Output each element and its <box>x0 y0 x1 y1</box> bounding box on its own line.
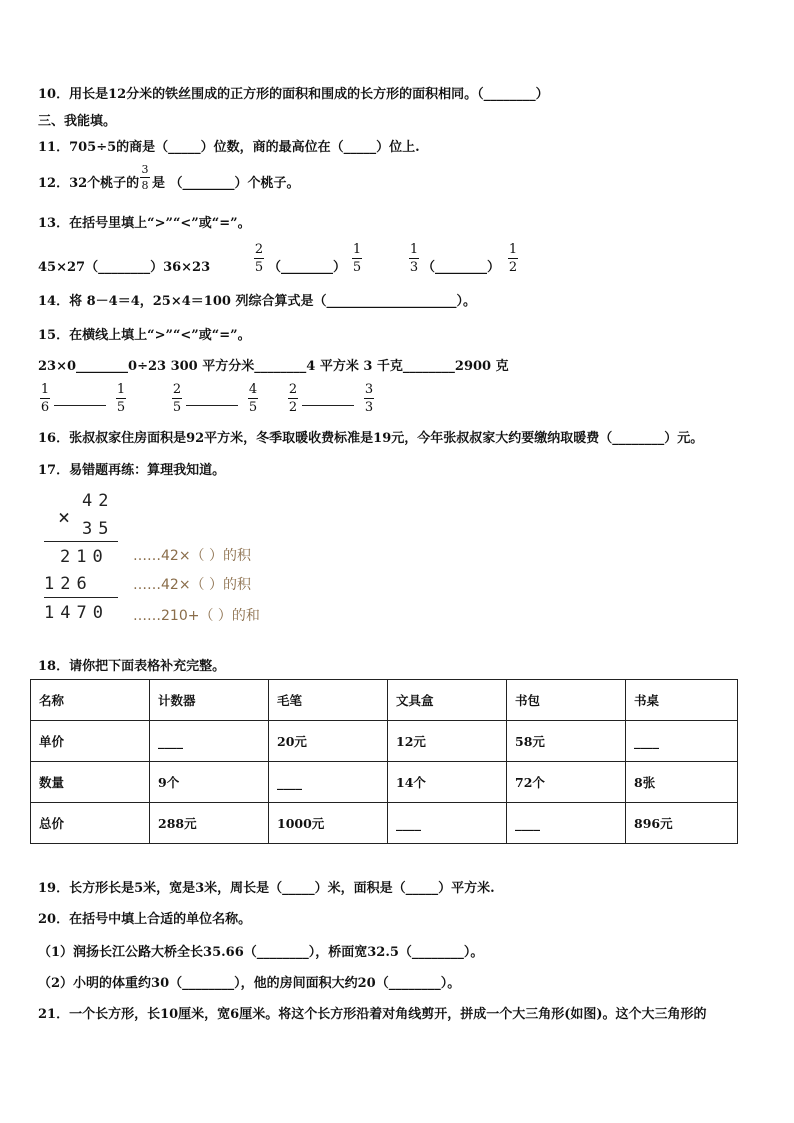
multiplicand: 42 <box>82 491 115 511</box>
numerator: 2 <box>172 382 182 397</box>
denominator: 3 <box>364 400 374 415</box>
numerator: 1 <box>352 242 362 257</box>
fraction <box>116 383 126 414</box>
fraction <box>364 383 374 414</box>
question-15-row1: 23×0________0÷23 300 平方分米________4 平方米 3 千克________2900 克 <box>38 359 509 374</box>
table-cell: 72个 <box>507 762 626 803</box>
table-cell: 8张 <box>626 762 738 803</box>
compare-blank: （________） <box>422 260 501 275</box>
question-19: 19．长方形长是5米，宽是3米，周长是（_____）米，面积是（_____）平方米. <box>38 881 495 896</box>
table-cell: ____ <box>150 721 269 762</box>
table-cell: 单价 <box>31 721 150 762</box>
table-row <box>31 762 738 803</box>
answer-line <box>54 405 106 406</box>
denominator: 5 <box>248 400 258 415</box>
numerator: 4 <box>248 382 258 397</box>
table-cell: 1000元 <box>269 803 388 844</box>
table-cell: 计数器 <box>150 680 269 721</box>
table-cell: 毛笔 <box>269 680 388 721</box>
final-product: 1470 <box>44 603 109 623</box>
divider <box>44 597 118 598</box>
fraction <box>40 383 50 414</box>
fraction <box>409 243 419 274</box>
table-cell: 总价 <box>31 803 150 844</box>
multiply-sign: × <box>58 505 77 529</box>
denominator: 5 <box>172 400 182 415</box>
question-11: 11．705÷5的商是（_____）位数，商的最高位在（_____）位上. <box>38 140 420 155</box>
question-13-expr: 45×27（________）36×23 <box>38 260 211 275</box>
note-line-2: ……42×（ ）的积 <box>133 577 251 593</box>
denominator: 2 <box>288 400 298 415</box>
table-cell: 14个 <box>388 762 507 803</box>
answer-line <box>302 405 354 406</box>
fraction <box>254 243 264 274</box>
denominator: 3 <box>409 260 419 275</box>
question-12-prefix: 12．32个桃子的 <box>38 176 140 191</box>
question-16: 16．张叔叔家住房面积是92平方米，冬季取暖收费标准是19元，今年张叔叔家大约要缴纳取暖费（________）元。 <box>38 431 704 446</box>
divider <box>44 541 118 542</box>
question-20-title: 20．在括号中填上合适的单位名称。 <box>38 912 252 927</box>
table-cell: 名称 <box>31 680 150 721</box>
table-cell: ____ <box>626 721 738 762</box>
question-13-title: 13．在括号里填上“>”“<”或“=”。 <box>38 216 251 231</box>
numerator: 1 <box>508 242 518 257</box>
denominator: 5 <box>352 260 362 275</box>
table-cell: 12元 <box>388 721 507 762</box>
denominator: 8 <box>141 179 149 192</box>
table-row <box>31 721 738 762</box>
numerator: 2 <box>288 382 298 397</box>
compare-blank: （________） <box>268 260 347 275</box>
multiplier: 35 <box>82 519 115 539</box>
table-cell: 数量 <box>31 762 150 803</box>
price-table <box>30 679 738 844</box>
numerator: 1 <box>40 382 50 397</box>
table-cell: 文具盒 <box>388 680 507 721</box>
table-cell: ____ <box>388 803 507 844</box>
fraction <box>352 243 362 274</box>
note-line-3: ……210+（ ）的和 <box>133 608 260 624</box>
table-cell: 9个 <box>150 762 269 803</box>
question-20-part-2: （2）小明的体重约30（________），他的房间面积大约20（________）。 <box>38 976 461 991</box>
denominator: 5 <box>254 260 264 275</box>
fraction <box>508 243 518 274</box>
numerator: 2 <box>254 242 264 257</box>
question-15-title: 15．在横线上填上“>”“<”或“=”。 <box>38 328 251 343</box>
numerator: 3 <box>364 382 374 397</box>
partial-product-1: 210 <box>60 547 109 567</box>
note-line-1: ……42×（ ）的积 <box>133 548 251 564</box>
question-21: 21．一个长方形，长10厘米，宽6厘米。将这个长方形沿着对角线剪开，拼成一个大三角形(如图)。这个大三角形的 <box>38 1007 707 1022</box>
fraction <box>248 383 258 414</box>
table-cell: 书包 <box>507 680 626 721</box>
question-10: 10．用长是12分米的铁丝围成的正方形的面积和围成的长方形的面积相同。（________） <box>38 87 549 102</box>
fraction <box>288 383 298 414</box>
table-cell: ____ <box>269 762 388 803</box>
denominator: 2 <box>508 260 518 275</box>
table-cell: 58元 <box>507 721 626 762</box>
section-heading-3: 三、我能填。 <box>38 114 117 129</box>
numerator: 1 <box>116 382 126 397</box>
fraction <box>140 164 150 191</box>
question-20-part-1: （1）润扬长江公路大桥全长35.66（________），桥面宽32.5（________）。 <box>38 945 484 960</box>
question-12-suffix: 是 （________）个桃子。 <box>152 176 300 191</box>
denominator: 6 <box>40 400 50 415</box>
fraction <box>172 383 182 414</box>
answer-line <box>186 405 238 406</box>
table-cell: 20元 <box>269 721 388 762</box>
table-cell: 书桌 <box>626 680 738 721</box>
table-cell: 896元 <box>626 803 738 844</box>
numerator: 3 <box>141 163 149 176</box>
question-18-title: 18．请你把下面表格补充完整。 <box>38 659 226 674</box>
denominator: 5 <box>116 400 126 415</box>
table-row <box>31 803 738 844</box>
table-cell: 288元 <box>150 803 269 844</box>
numerator: 1 <box>409 242 419 257</box>
question-17-title: 17．易错题再练：算理我知道。 <box>38 463 226 478</box>
table-row <box>31 680 738 721</box>
question-14: 14．将 8－4＝4，25×4＝100 列综合算式是（____________________）。 <box>38 294 476 309</box>
partial-product-2: 126 <box>44 574 93 594</box>
table-cell: ____ <box>507 803 626 844</box>
